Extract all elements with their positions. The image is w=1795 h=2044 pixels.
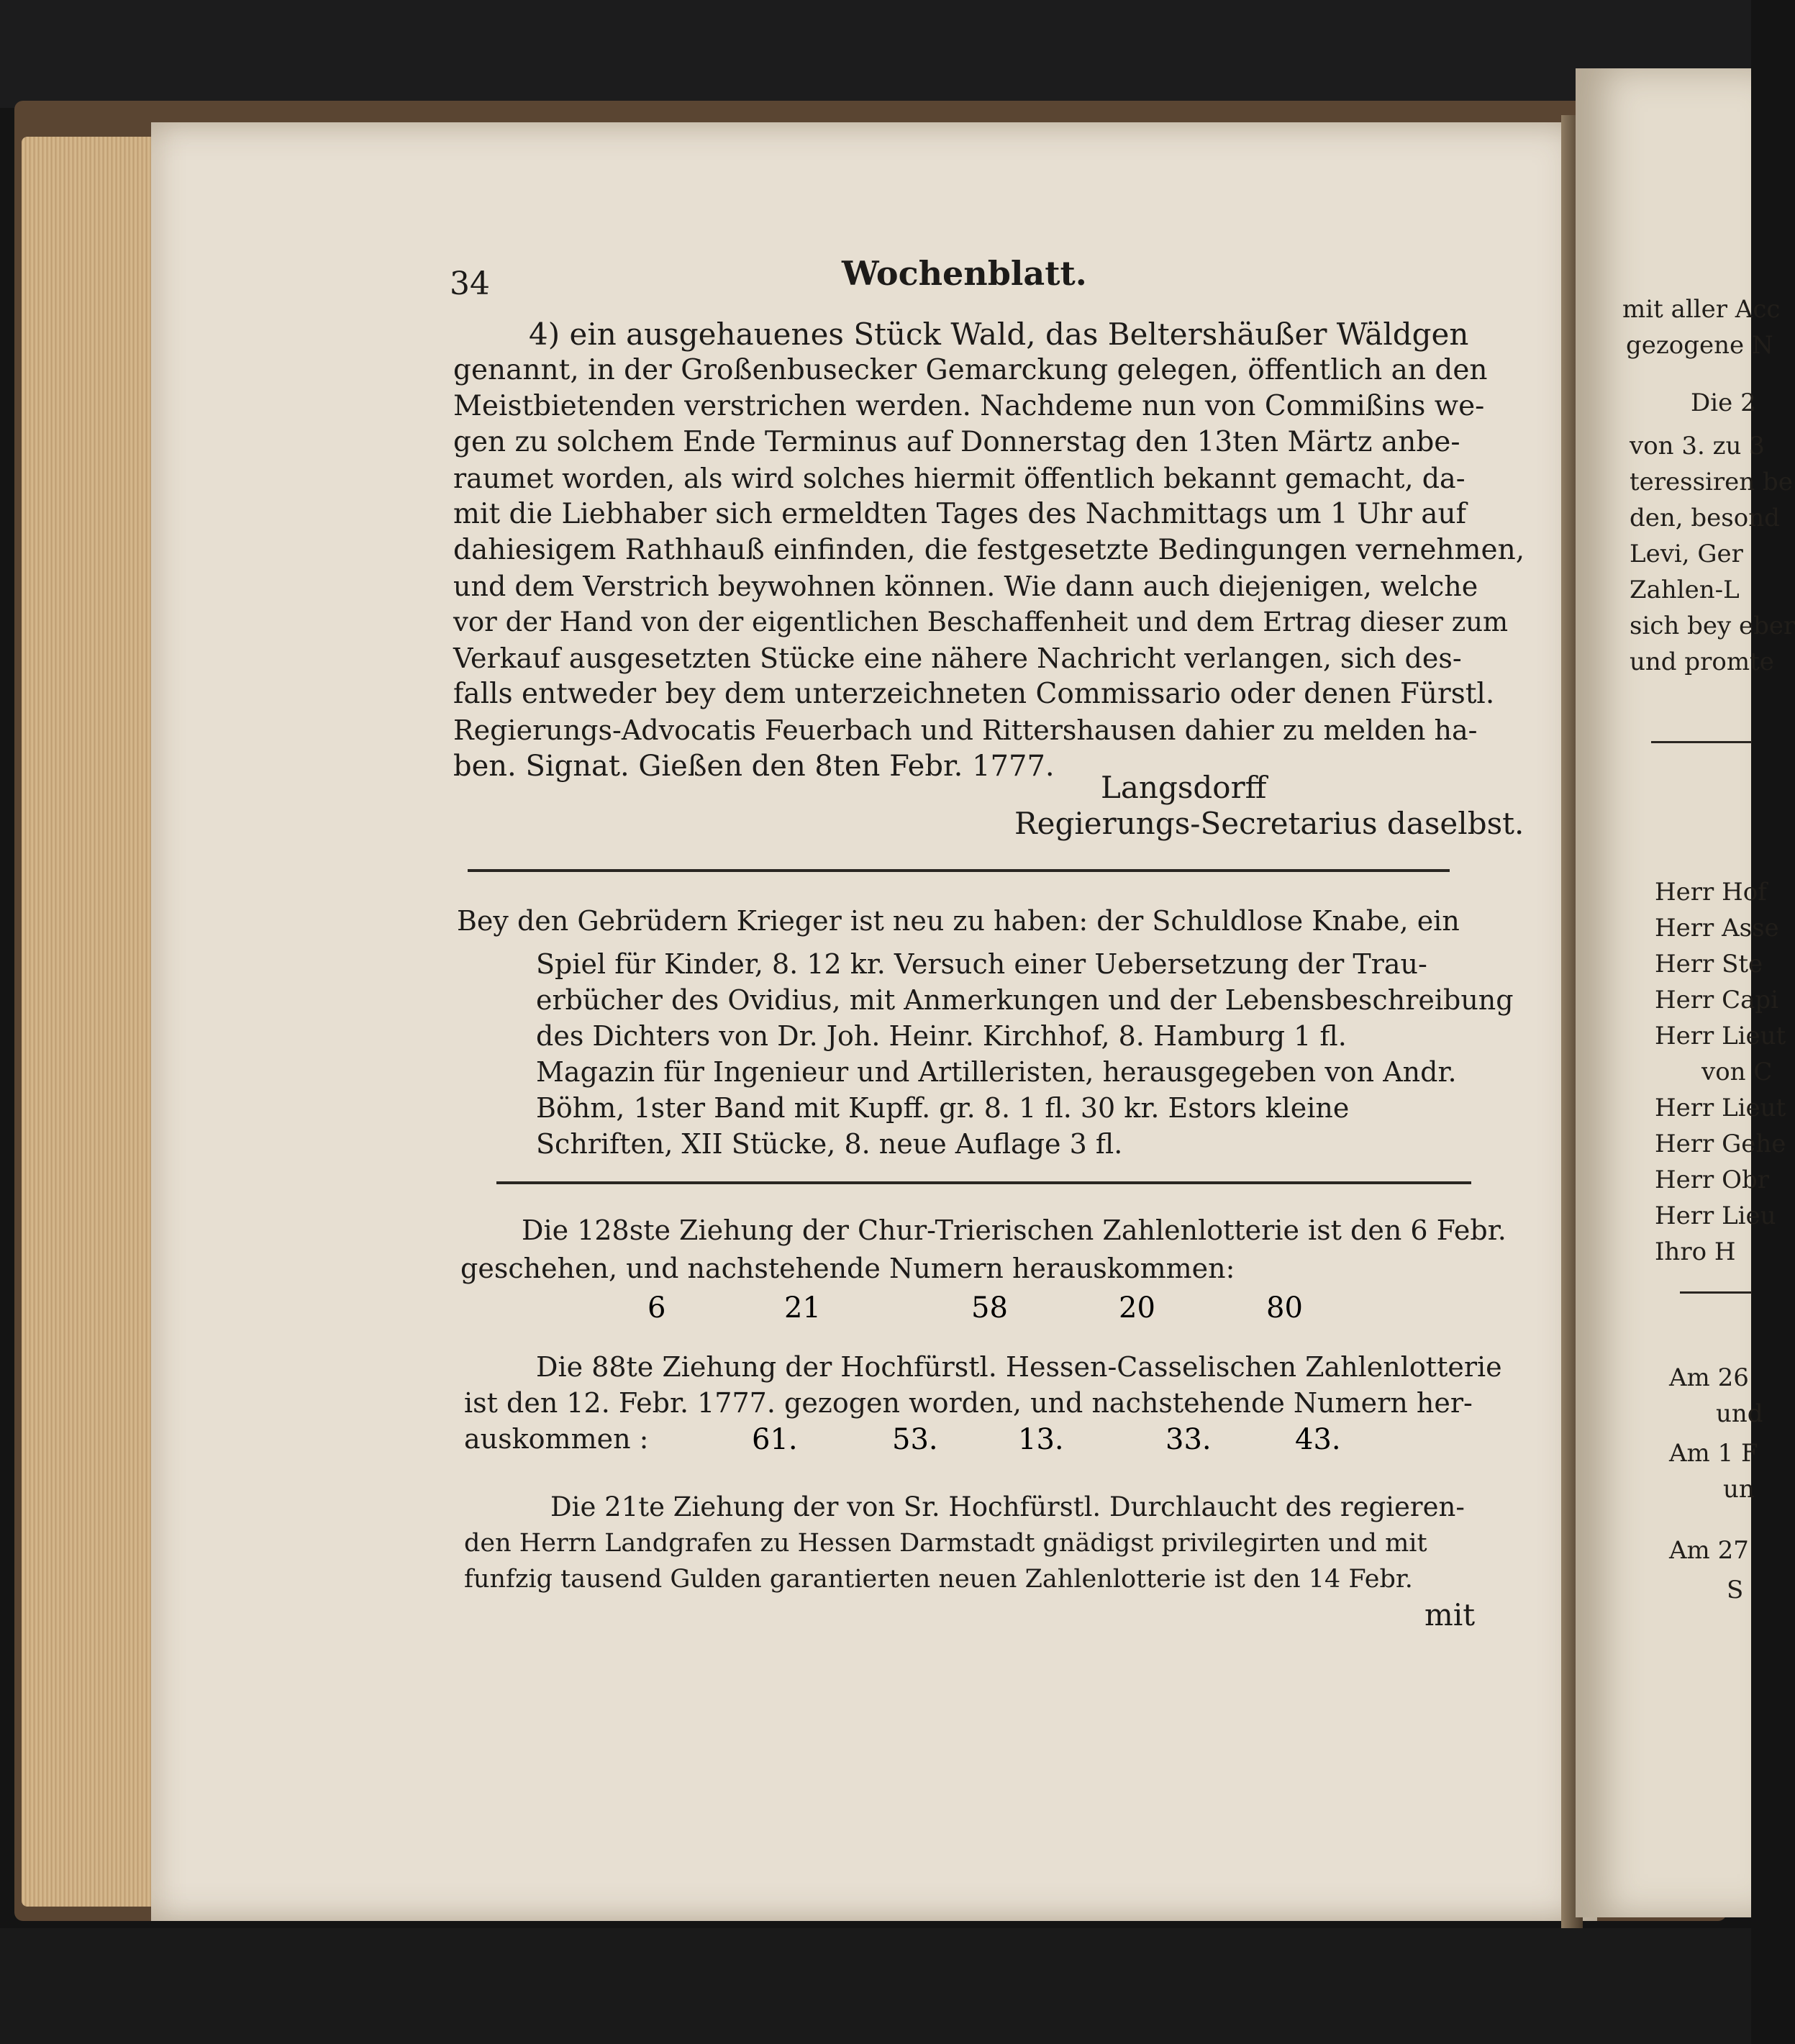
text-line: Verkauf ausgesetzten Stücke eine nähere Nachricht verlangen, sich des-	[453, 642, 1462, 674]
fragment-line: und promte	[1630, 648, 1774, 676]
fragment-line: S	[1727, 1576, 1744, 1604]
text-line: auskommen :	[464, 1423, 649, 1455]
text-line: Schriften, XII Stücke, 8. neue Auflage 3 fl.	[536, 1128, 1123, 1160]
text-line: Die 128ste Ziehung der Chur-Trierischen Zahlenlotterie ist den 6 Febr.	[522, 1214, 1507, 1246]
page-edges	[22, 137, 169, 1907]
fragment-line: Herr Asse	[1655, 914, 1779, 942]
text-line: ist den 12. Febr. 1777. gezogen worden, und nachstehende Numern her-	[464, 1387, 1473, 1419]
text-line: Die 88te Ziehung der Hochfürstl. Hessen-Casselischen Zahlenlotterie	[536, 1351, 1502, 1383]
section-divider	[468, 869, 1450, 872]
fragment-line: und	[1716, 1399, 1763, 1428]
fragment-line: Die 2	[1691, 389, 1756, 417]
fragment-line: sich bey eber	[1630, 612, 1795, 640]
text-line: erbücher des Ovidius, mit Anmerkungen und der Lebensbeschreibung	[536, 984, 1514, 1016]
fragment-line: Levi, Ger	[1630, 540, 1743, 568]
fragment-line: von 3. zu 3	[1630, 432, 1765, 460]
fragment-line: von C	[1701, 1058, 1773, 1086]
text-line: 4) ein ausgehauenes Stück Wald, das Beltershäußer Wäldgen	[529, 317, 1469, 352]
fragment-line: Herr Hof	[1655, 878, 1767, 907]
lottery-number: 20	[1119, 1291, 1155, 1325]
right-page	[1576, 68, 1795, 1917]
fragment-line: Herr Ste	[1655, 950, 1763, 978]
lottery-number: 21	[784, 1291, 821, 1325]
lottery-number: 33.	[1165, 1423, 1212, 1456]
lottery-number: 61.	[752, 1423, 798, 1456]
text-line: Bey den Gebrüdern Krieger ist neu zu haben: der Schuldlose Knabe, ein	[457, 905, 1460, 937]
fragment-line: mit aller Acc	[1622, 295, 1781, 324]
text-line: genannt, in der Großenbusecker Gemarckung gelegen, öffentlich an den	[453, 354, 1488, 386]
text-line: funfzig tausend Gulden garantierten neuen Zahlenlotterie ist den 14 Febr.	[464, 1565, 1413, 1594]
fragment-line: Zahlen-L	[1630, 576, 1740, 604]
text-line: Böhm, 1ster Band mit Kupff. gr. 8. 1 fl. 30 kr. Estors kleine	[536, 1092, 1350, 1124]
text-line: mit die Liebhaber sich ermeldten Tages des Nachmittags um 1 Uhr auf	[453, 498, 1467, 530]
fragment-line: Herr Capi	[1655, 986, 1779, 1014]
fragment-line: teressiren be	[1630, 468, 1793, 496]
text-line: und dem Verstrich beywohnen können. Wie dann auch diejenigen, welche	[453, 571, 1478, 602]
running-head: Wochenblatt.	[842, 254, 1087, 293]
fragment-line: Herr Lieut	[1655, 1094, 1786, 1122]
fragment-line: Am 1 F	[1669, 1439, 1758, 1468]
lottery-number: 6	[647, 1291, 666, 1325]
signature-title: Regierungs-Secretarius daselbst.	[1014, 806, 1524, 841]
fragment-line: Herr Obr	[1655, 1166, 1769, 1194]
fragment-line: Ihro H	[1655, 1237, 1736, 1266]
text-line: Spiel für Kinder, 8. 12 kr. Versuch einer Uebersetzung der Trau-	[536, 948, 1427, 980]
text-line: falls entweder bey dem unterzeichneten Commissario oder denen Fürstl.	[453, 678, 1495, 710]
lottery-number: 43.	[1295, 1423, 1341, 1456]
text-line: geschehen, und nachstehende Numern herauskommen:	[460, 1253, 1235, 1284]
background-bottom	[0, 1928, 1751, 2044]
text-line: ben. Signat. Gießen den 8ten Febr. 1777.	[453, 750, 1055, 783]
fragment-divider	[1651, 741, 1752, 743]
catchword: mit	[1424, 1597, 1476, 1632]
fragment-line: Herr Gehe	[1655, 1130, 1786, 1158]
section-divider	[496, 1181, 1471, 1184]
fragment-line: Am 27	[1669, 1536, 1749, 1565]
text-line: Regierungs-Advocatis Feuerbach und Rittershausen dahier zu melden ha-	[453, 714, 1478, 746]
signature-name: Langsdorff	[1101, 770, 1267, 805]
page-number: 34	[450, 265, 490, 302]
fragment-line: gezogene N	[1626, 331, 1773, 360]
text-line: gen zu solchem Ende Terminus auf Donnerstag den 13ten Märtz anbe-	[453, 426, 1460, 458]
text-line: Die 21te Ziehung der von Sr. Hochfürstl. Durchlaucht des regieren-	[550, 1491, 1465, 1522]
fragment-line: Herr Lieu	[1655, 1202, 1776, 1230]
lottery-number: 58	[971, 1291, 1008, 1325]
fragment-line: Am 26	[1669, 1363, 1749, 1392]
fragment-line: den, besond	[1630, 504, 1780, 532]
text-line: Meistbietenden verstrichen werden. Nachdeme nun von Commißins we-	[453, 390, 1485, 422]
fragment-line: Herr Lieut	[1655, 1022, 1786, 1050]
fragment-line: un	[1723, 1475, 1755, 1504]
text-line: den Herrn Landgrafen zu Hessen Darmstadt gnädigst privilegirten und mit	[464, 1529, 1427, 1558]
lottery-number: 80	[1266, 1291, 1303, 1325]
lottery-number: 53.	[892, 1423, 938, 1456]
text-line: des Dichters von Dr. Joh. Heinr. Kirchhof, 8. Hamburg 1 fl.	[536, 1020, 1347, 1052]
text-line: raumet worden, als wird solches hiermit öffentlich bekannt gemacht, da-	[453, 463, 1465, 494]
lottery-number: 13.	[1018, 1423, 1064, 1456]
text-line: dahiesigem Rathhauß einfinden, die festgesetzte Bedingungen vernehmen,	[453, 534, 1525, 566]
text-line: vor der Hand von der eigentlichen Beschaffenheit und dem Ertrag dieser zum	[453, 607, 1509, 637]
fragment-divider	[1680, 1291, 1752, 1294]
text-line: Magazin für Ingenieur und Artilleristen, herausgegeben von Andr.	[536, 1056, 1457, 1088]
background-top	[0, 0, 1751, 108]
